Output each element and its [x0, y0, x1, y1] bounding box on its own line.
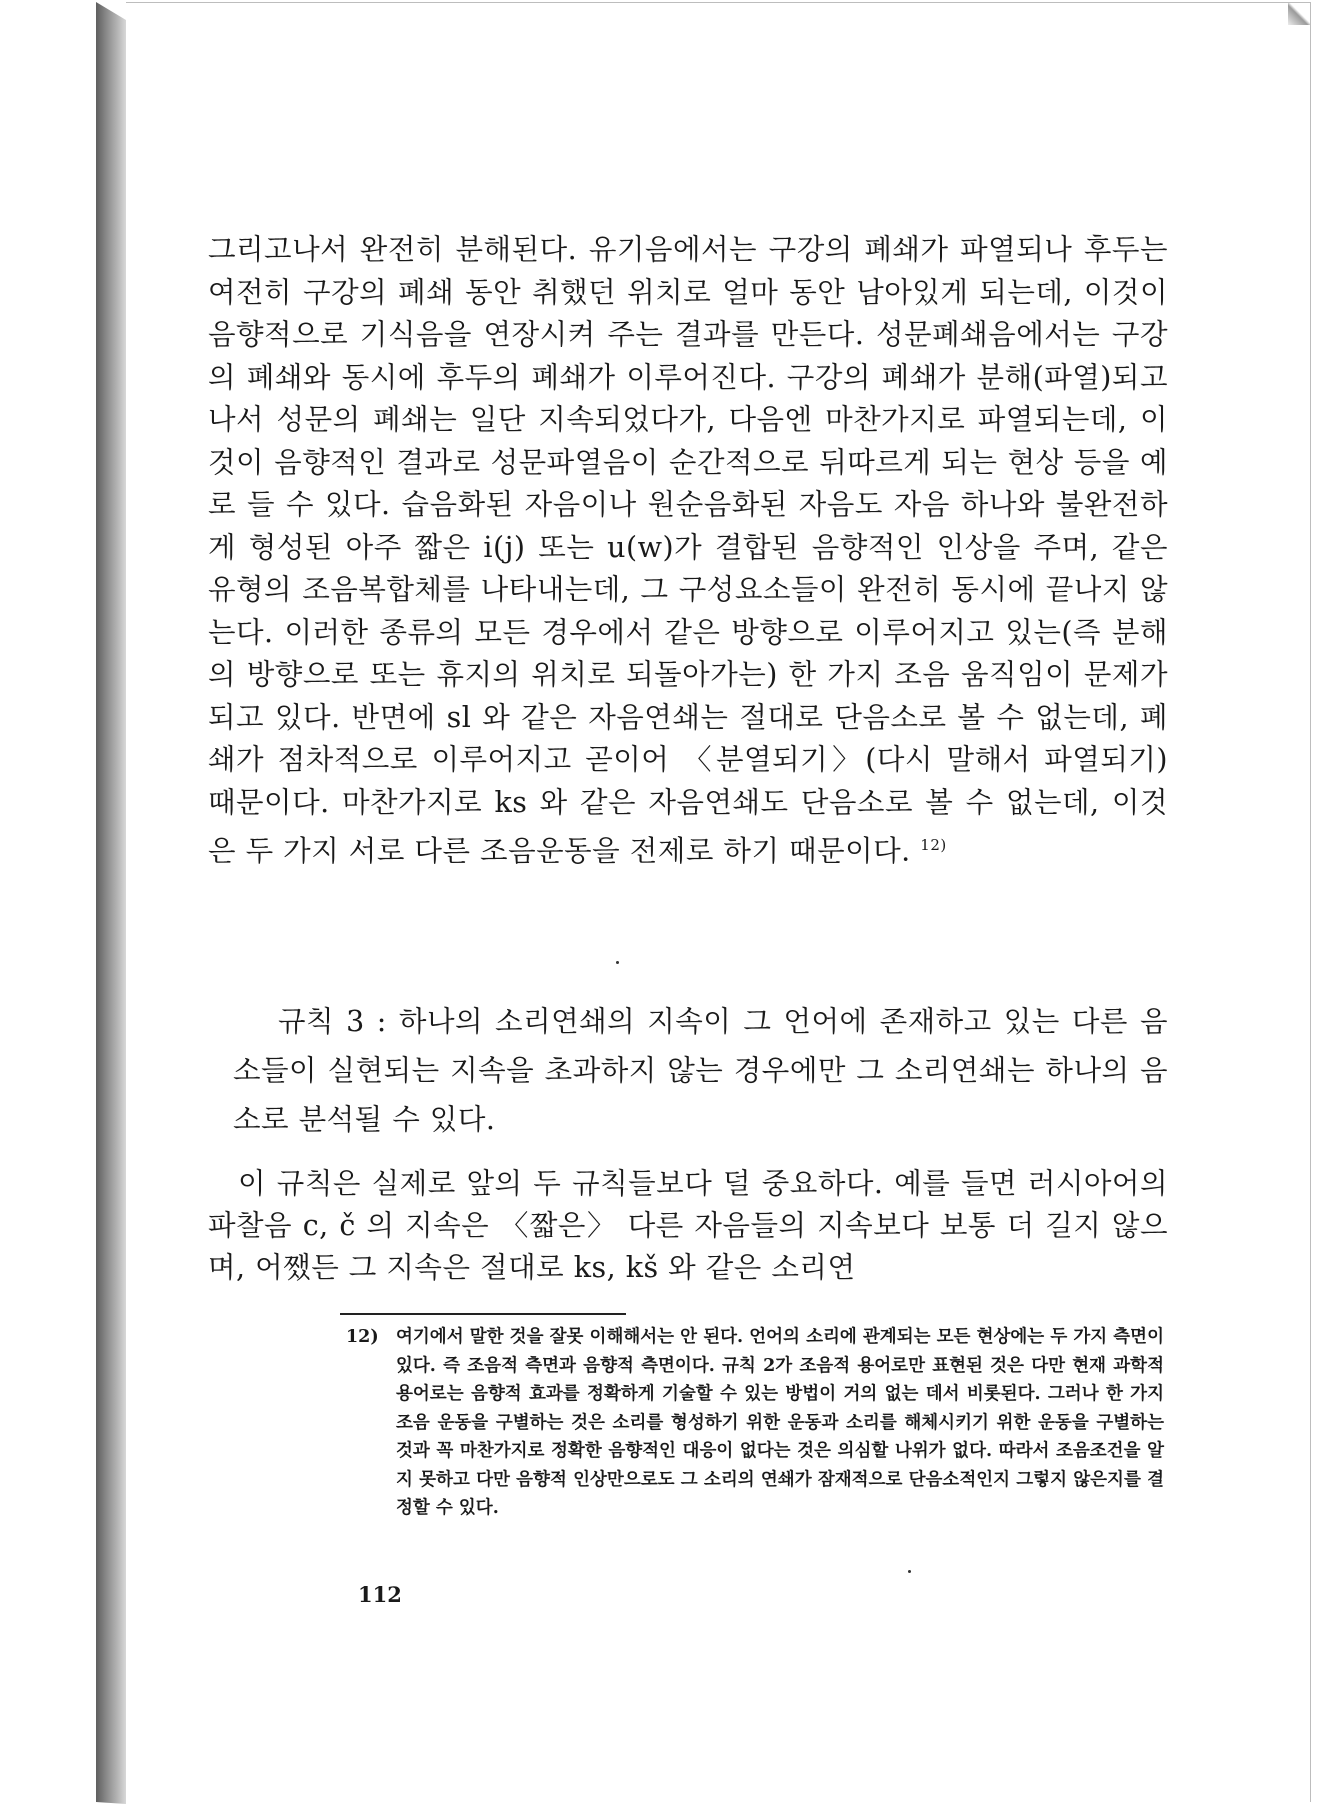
footnote-text: 여기에서 말한 것을 잘못 이해해서는 안 된다. 언어의 소리에 관계되는 모든 현상에는 두 가지 측면이 있다. 즉 조음적 측면과 음향적 측면이다. 규칙 2가 조음적 용어로만 표현된 것은 다만 현재 과학적 용어로는 음향적 효과를 정확하게 기술할 수 있는 방법이 거의 없는 데서 비롯된다. 그러나 한 가지 조음 운동을 구별하는 것은 소리를 형성하기 위한 운동과 소리를 해체시키기 위한 운동을 구별하는 것과 꼭 마찬가지로 정확한 음향적인 대응이 없다는 것은 의심할 나위가 없다. 따라서 조음조건을 알지 못하고 다만 음향적 인상만으로도 그 소리의 연쇄가 잠재적으로 단음소적인지 그렇지 않은지를 결정할 수 있다. — [396, 1327, 1164, 1518]
paragraph-1-text: 그리고나서 완전히 분해된다. 유기음에서는 구강의 폐쇄가 파열되나 후두는 여전히 구강의 폐쇄 동안 취했던 위치로 얼마 동안 남아있게 되는데, 이것이 음향적으로 기식음을 연장시켜 주는 결과를 만든다. 성문폐쇄음에서는 구강의 폐쇄와 동시에 후두의 폐쇄가 이루어진다. 구강의 폐쇄가 분해(파열)되고 나서 성문의 폐쇄는 일단 지속되었다가, 다음엔 마찬가지로 파열되는데, 이것이 음향적인 결과로 성문파열음이 순간적으로 뒤따르게 되는 현상 등을 예로 들 수 있다. 습음화된 자음이나 원순음화된 자음도 자음 하나와 불완전하게 형성된 아주 짧은 i(j) 또는 u(w)가 결합된 음향적인 인상을 주며, 같은 유형의 조음복합체를 나타내는데, 그 구성요소들이 완전히 동시에 끝나지 않는다. 이러한 종류의 모든 경우에서 같은 방향으로 이루어지고 있는(즉 분해의 방향으로 또는 휴지의 위치로 되돌아가는) 한 가지 조음 움직임이 문제가 되고 있다. 반면에 sl 와 같은 자음연쇄는 절대로 단음소로 볼 수 없는데, 폐쇄가 점차적으로 이루어지고 곧이어 〈분열되기〉(다시 말해서 파열되기) 때문이다. 마찬가지로 ks 와 같은 자음연쇄도 단음소로 볼 수 없는데, 이것은 두 가지 서로 다른 조음운동을 전제로 하기 때문이다. — [208, 233, 1168, 868]
speck — [616, 961, 619, 964]
rule-3-statement: 규칙 3 : 하나의 소리연쇄의 지속이 그 언어에 존재하고 있는 다른 음소들이 실현되는 지속을 초과하지 않는 경우에만 그 소리연쇄는 하나의 음소로 분석될 수 있다. — [233, 1005, 1168, 1136]
footnote-separator — [340, 1313, 626, 1315]
page-number: 112 — [358, 1582, 402, 1607]
body-paragraph-2: 이 규칙은 실제로 앞의 두 규칙들보다 덜 중요하다. 예를 들면 러시아어의 파찰음 c, č 의 지속은 〈짧은〉 다른 자음들의 지속보다 보통 더 길지 않으며, 어쨌든 그 지속은 절대로 ks, kš 와 같은 소리연 — [208, 1167, 1168, 1284]
book-spine-edge — [96, 2, 126, 1804]
body-paragraph-1 — [208, 229, 1168, 873]
footnote-number: 12) — [346, 1327, 379, 1347]
speck — [908, 1570, 911, 1573]
page-corner-fold — [1288, 3, 1310, 25]
footnote-reference: 12) — [920, 836, 947, 854]
footnote-12 — [346, 1323, 1164, 1523]
